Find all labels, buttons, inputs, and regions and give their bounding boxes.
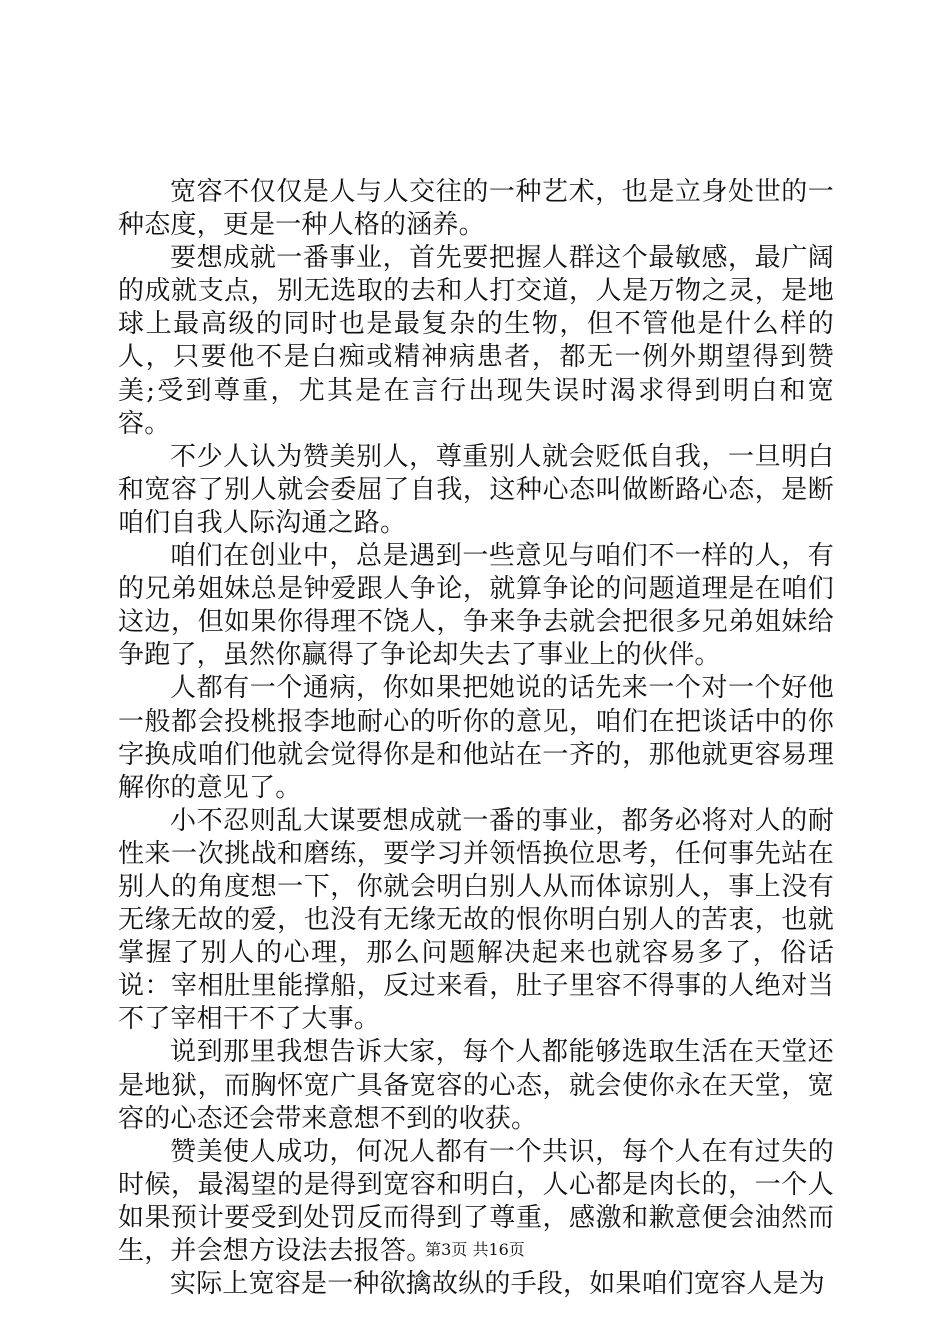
- paragraph: 咱们在创业中，总是遇到一些意见与咱们不一样的人，有的兄弟姐妹总是钟爱跟人争论，就算争论的问题道理是在咱们这边，但如果你得理不饶人，争来争去就会把很多兄弟姐妹给争跑了，虽然你赢得了争论却失去了事业上的伙伴。: [118, 541, 834, 671]
- document-body: [118, 176, 834, 1301]
- paragraph: 宽容不仅仅是人与人交往的一种艺术，也是立身处世的一种态度，更是一种人格的涵养。: [118, 177, 834, 241]
- paragraph: 小不忍则乱大谋要想成就一番的事业，都务必将对人的耐性来一次挑战和磨练，要学习并领悟换位思考，任何事先站在别人的角度想一下，你就会明白别人从而体谅别人，事上没有无缘无故的爱，也没有无缘无故的恨你明白别人的苦衷，也就掌握了别人的心理，那么问题解决起来也就容易多了，俗话说：宰相肚里能撑船，反过来看，肚子里容不得事的人绝对当不了宰相干不了大事。: [118, 805, 834, 1035]
- paragraph: 人都有一个通病，你如果把她说的话先来一个对一个好他一般都会投桃报李地耐心的听你的意见，咱们在把谈话中的你字换成咱们他就会觉得你是和他站在一齐的，那他就更容易理解你的意见了。: [118, 673, 834, 803]
- paragraph: 要想成就一番事业，首先要把握人群这个最敏感，最广阔的成就支点，别无选取的去和人打交道，人是万物之灵，是地球上最高级的同时也是最复杂的生物，但不管他是什么样的人，只要他不是白痴或精神病患者，都无一例外期望得到赞美;受到尊重，尤其是在言行出现失误时渴求得到明白和宽容。: [118, 243, 834, 439]
- paragraph: 说到那里我想告诉大家，每个人都能够选取生活在天堂还是地狱，而胸怀宽广具备宽容的心态，就会使你永在天堂，宽容的心态还会带来意想不到的收获。: [118, 1037, 834, 1134]
- paragraph: 实际上宽容是一种欲擒故纵的手段，如果咱们宽容人是为: [170, 1269, 826, 1300]
- paragraph: 不少人认为赞美别人，尊重别人就会贬低自我，一旦明白和宽容了别人就会委屈了自我，这种心态叫做断路心态，是断咱们自我人际沟通之路。: [118, 441, 834, 538]
- page-number-footer: 第3页 共16页: [425, 1240, 525, 1259]
- paragraph: 赞美使人成功，何况人都有一个共识，每个人在有过失的时候，最渴望的是得到宽容和明白，人心都是肉长的，一个人如果预计要受到处罚反而得到了尊重，感激和歉意便会油然而生，并会想方设法去报答。: [118, 1136, 834, 1266]
